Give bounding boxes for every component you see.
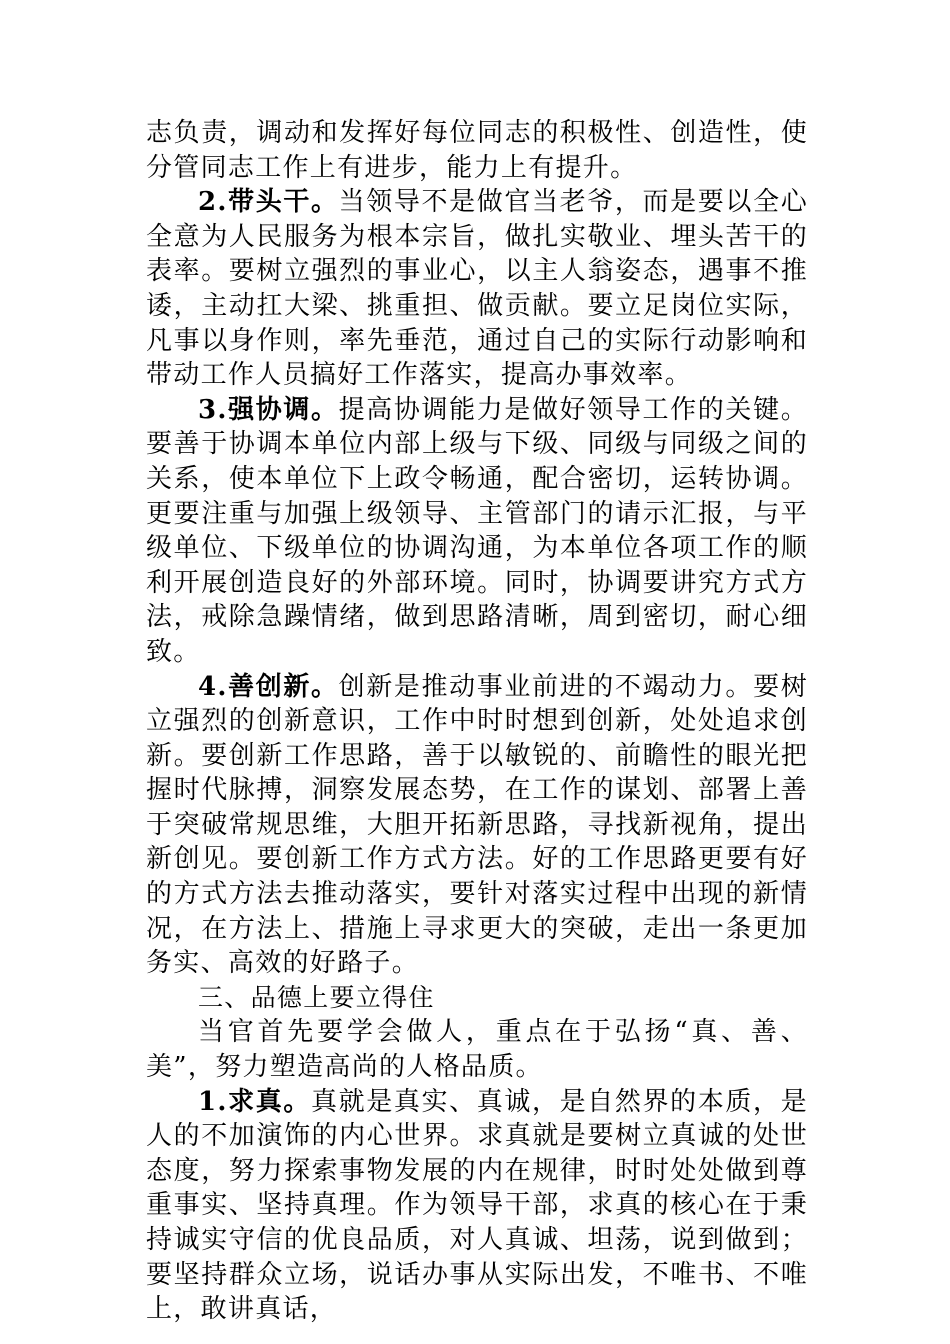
- paragraph-text: 当领导不是做官当老爷，而是要以全心全意为人民服务为根本宗旨，做扎实敬业、埋头苦干的表率。要树立强烈的事业心，以主人翁姿态，遇事不推诿，主动扛大梁、挑重担、做贡献。要立足岗位实际，凡事以身作则，率先垂范，通过自己的实际行动影响和带动工作人员搞好工作落实，提高办事效率。: [146, 187, 808, 391]
- paragraph-innovation: [146, 670, 808, 981]
- paragraph-section-intro: [146, 1015, 808, 1084]
- paragraph-continuation: [146, 116, 808, 185]
- paragraph-lead: 1.求真。: [198, 1086, 311, 1117]
- paragraph-lead: 2.带头干。: [198, 187, 339, 218]
- paragraph-lead-by-example: [146, 185, 808, 393]
- section-heading: 三、品德上要立得住: [198, 982, 435, 1012]
- paragraph-lead: 3.强协调。: [198, 394, 339, 425]
- paragraph-text: 提高协调能力是做好领导工作的关键。要善于协调本单位内部上级与下级、同级与同级之间的关系，使本单位下上政令畅通，配合密切，运转协调。更要注重与加强上级领导、主管部门的请示汇报，与平级单位、下级单位的协调沟通，为本单位各项工作的顺利开展创造良好的外部环境。同时，协调要讲究方式方法，戒除急躁情绪，做到思路清晰，周到密切，耐心细致。: [146, 394, 808, 667]
- paragraph-text: 志负责，调动和发挥好每位同志的积极性、创造性，使分管同志工作上有进步，能力上有提升。: [146, 118, 808, 183]
- paragraph-lead: 4.善创新。: [198, 671, 339, 702]
- document-page: [146, 116, 808, 1327]
- paragraph-text: 当官首先要学会做人，重点在于弘扬“真、善、美”，努力塑造高尚的人格品质。: [146, 1017, 808, 1083]
- paragraph-text: 真就是真实、真诚，是自然界的本质，是人的不加演饰的内心世界。求真就是要树立真诚的处世态度，努力探索事物发展的内在规律，时时处处做到尊重事实、坚持真理。作为领导干部，求真的核心在于秉持诚实守信的优良品质，对人真诚、坦荡，说到做到；要坚持群众立场，说话办事从实际出发，不唯书、不唯上，敢讲真话，: [146, 1086, 808, 1325]
- paragraph-coordination: [146, 393, 808, 670]
- paragraph-seek-truth: [146, 1085, 808, 1327]
- paragraph-text: 创新是推动事业前进的不竭动力。要树立强烈的创新意识，工作中时时想到创新，处处追求创新。要创新工作思路，善于以敏锐的、前瞻性的眼光把握时代脉搏，洞察发展态势，在工作的谋划、部署上善于突破常规思维，大胆开拓新思路，寻找新视角，提出新创见。要创新工作方式方法。好的工作思路更要有好的方式方法去推动落实，要针对落实过程中出现的新情况，在方法上、措施上寻求更大的突破，走出一条更加务实、高效的好路子。: [146, 671, 808, 979]
